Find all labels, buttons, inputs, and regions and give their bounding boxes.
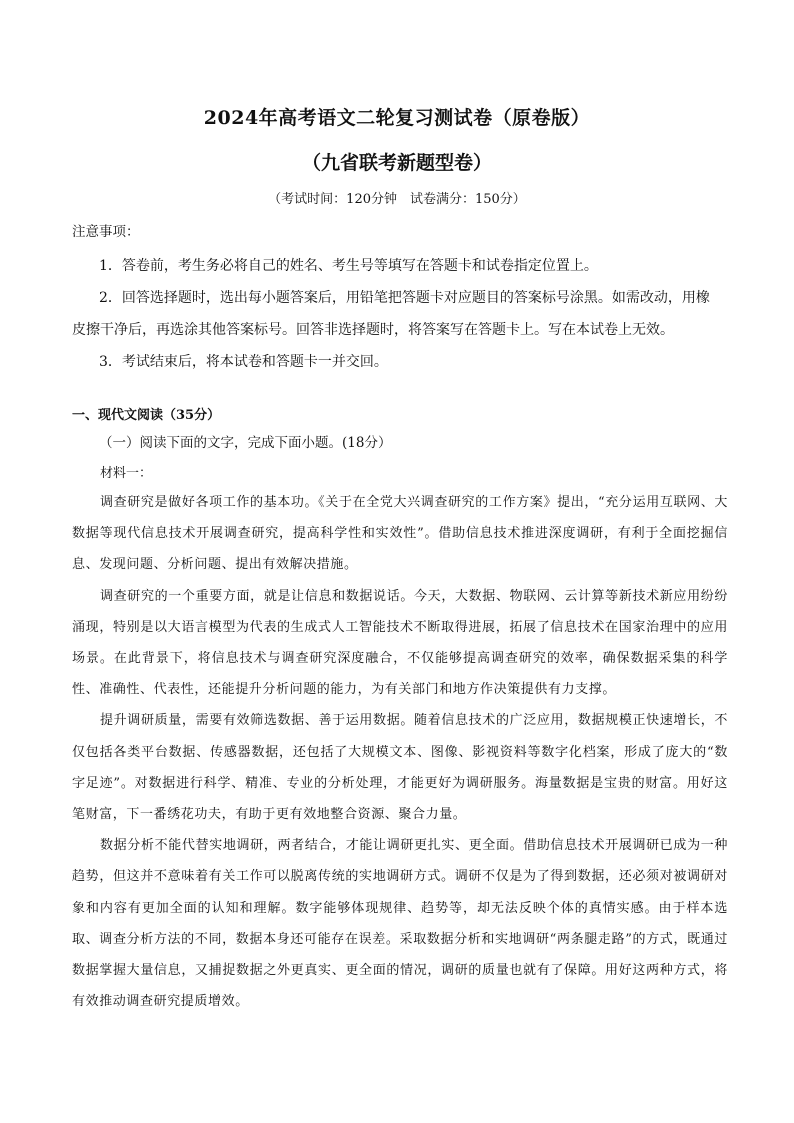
reading-passage bbox=[72, 487, 728, 1017]
notice-list bbox=[72, 250, 722, 378]
page-title: 2024年高考语文二轮复习测试卷（原卷版） bbox=[203, 107, 591, 129]
notice-heading: 注意事项： bbox=[72, 224, 140, 240]
page-subtitle: （九省联考新题型卷） bbox=[301, 152, 492, 174]
question-intro: （一）阅读下面的文字，完成下面小题。(18分） bbox=[99, 435, 392, 451]
notice-item: 2．回答选择题时，选出每小题答案后，用铅笔把答题卡对应题目的答案标号涂黑。如需改动，用橡皮擦干净后，再选涂其他答案标号。回答非选择题时，将答案写在答题卡上。写在本试卷上无效。 bbox=[72, 290, 710, 338]
section-heading: 一、现代文阅读（35分） bbox=[72, 408, 221, 423]
passage-paragraph: 提升调研质量，需要有效筛选数据、善于运用数据。随着信息技术的广泛应用，数据规模正快速增长，不仅包括各类平台数据、传感器数据，还包括了大规模文本、图像、影视资料等数字化档案，形成了庞大的“数字足迹”。对数据进行科学、精准、专业的分析处理，才能更好为调研服务。海量数据是宝贵的财富。用好这笔财富，下一番绣花功夫，有助于更有效地整合资源、聚合力量。 bbox=[72, 713, 728, 823]
material-label: 材料一： bbox=[100, 466, 153, 481]
passage-paragraph: 调查研究的一个重要方面，就是让信息和数据说话。今天，大数据、物联网、云计算等新技术新应用纷纷涌现，特别是以大语言模型为代表的生成式人工智能技术不断取得进展，拓展了信息技术在国家治理中的应用场景。在此背景下，将信息技术与调查研究深度融合，不仅能够提高调查研究的效率，确保数据采集的科学性、准确性、代表性，还能提升分析问题的能力，为有关部门和地方作决策提供有力支撑。 bbox=[72, 588, 728, 698]
exam-info: （考试时间：120分钟 试卷满分：150分） bbox=[268, 192, 526, 207]
notice-item: 3．考试结束后，将本试卷和答题卡一并交回。 bbox=[99, 354, 388, 370]
notice-item: 1．答卷前，考生务必将自己的姓名、考生号等填写在答题卡和试卷指定位置上。 bbox=[99, 258, 598, 274]
passage-paragraph: 数据分析不能代替实地调研，两者结合，才能让调研更扎实、更全面。借助信息技术开展调研已成为一种趋势，但这并不意味着有关工作可以脱离传统的实地调研方式。调研不仅是为了得到数据，还必须对被调研对象和内容有更加全面的认知和理解。数字能够体现规律、趋势等，却无法反映个体的真情实感。由于样本选取、调查分析方法的不同，数据本身还可能存在误差。采取数据分析和实地调研“两条腿走路”的方式，既通过数据掌握大量信息，又捕捉数据之外更真实、更全面的情况，调研的质量也就有了保障。用好这两种方式，将有效推动调查研究提质增效。 bbox=[72, 838, 728, 1010]
passage-paragraph: 调查研究是做好各项工作的基本功。《关于在全党大兴调查研究的工作方案》提出，“充分运用互联网、大数据等现代信息技术开展调查研究，提高科学性和实效性”。借助信息技术推进深度调研，有利于全面挖掘信息、发现问题、分析问题、提出有效解决措施。 bbox=[72, 495, 728, 573]
